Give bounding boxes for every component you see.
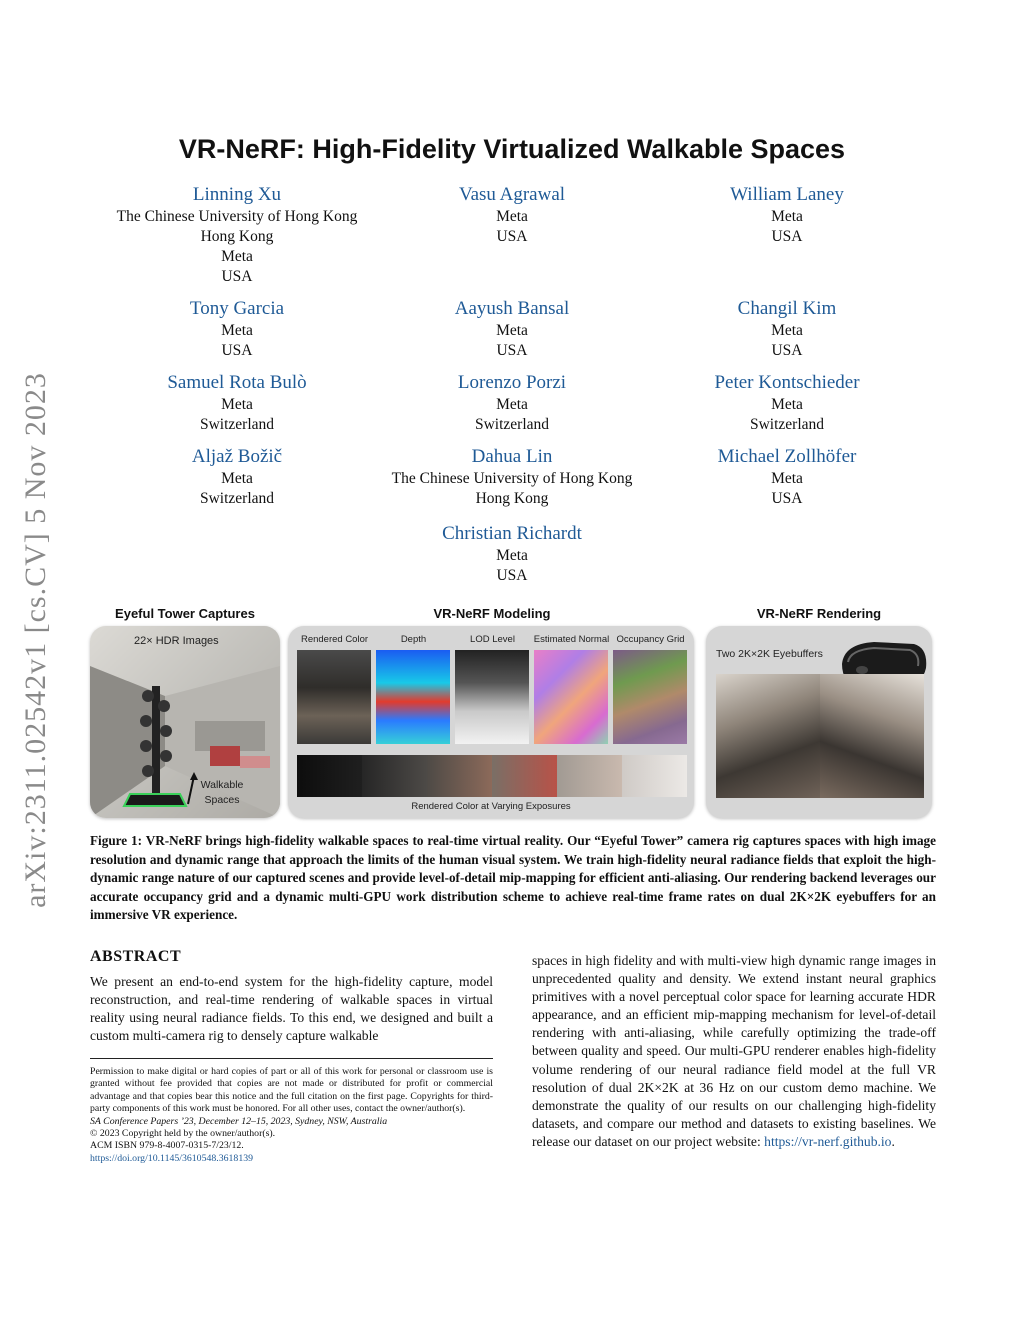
author-affiliation: Meta <box>496 208 528 225</box>
label-lod-level: LOD Level <box>470 634 515 645</box>
author-block <box>627 371 947 435</box>
author-name[interactable]: Lorenzo Porzi <box>457 372 567 393</box>
copyright-line: © 2023 Copyright held by the owner/author(s). <box>90 1128 276 1140</box>
author-affiliation: Hong Kong <box>475 490 549 507</box>
author-affiliation: Meta <box>496 322 528 339</box>
abstract-text-col2-body: spaces in high fidelity and with multi-view high dynamic range images in unprecedented quality and density. We extend instant neural graphics primitives with a novel perceptual color space for learning accurate HDR appearance, and an efficient mip-mapping mechanism for level-of-detail rendering with anti-aliasing, while carefully optimizing the trade-off between quality and speed. Our multi-GPU renderer enables high-fidelity volume rendering of our neural radiance field model at the full VR resolution of dual 2K×2K at 36 Hz on our custom demo machine. We demonstrate the quality of our results on our challenging high-fidelity datasets, and compare our method and datasets to existing baselines. We release our dataset on our project website: <box>532 953 936 1149</box>
eyebuffers-label: Two 2K×2K Eyebuffers <box>716 648 823 660</box>
exposure-strip <box>297 755 687 797</box>
author-affiliation: Meta <box>221 470 253 487</box>
author-affiliation: Meta <box>771 396 803 413</box>
panel-title-modeling: VR-NeRF Modeling <box>433 606 551 621</box>
author-name[interactable]: Peter Kontschieder <box>714 372 860 393</box>
author-affiliation: Meta <box>496 396 528 413</box>
spaces-label: Spaces <box>204 794 240 806</box>
exposure-tile <box>297 755 362 797</box>
exposure-tile <box>492 755 557 797</box>
author-affiliation: Meta <box>771 208 803 225</box>
exposure-tile <box>362 755 427 797</box>
author-name[interactable]: Tony Garcia <box>189 298 285 319</box>
author-affiliation: Hong Kong <box>200 228 274 245</box>
exposure-tile <box>557 755 622 797</box>
venue-line: SA Conference Papers ’23, December 12–15, 2023, Sydney, NSW, Australia <box>90 1115 388 1127</box>
author-affiliation: Meta <box>771 470 803 487</box>
label-estimated-normal: Estimated Normal <box>533 634 610 645</box>
label-occupancy-grid: Occupancy Grid <box>616 634 685 645</box>
author-name[interactable]: Michael Zollhöfer <box>717 446 857 467</box>
author-affiliation: USA <box>771 490 803 507</box>
author-affiliation: Meta <box>771 322 803 339</box>
author-name[interactable]: Changil Kim <box>737 298 837 319</box>
exposure-label: Rendered Color at Varying Exposures <box>411 801 571 812</box>
walkable-label: Walkable <box>200 779 244 791</box>
figure-caption: Figure 1: VR-NeRF brings high-fidelity walkable spaces to real-time virtual reality. Our “Eyeful Tower” camera rig captures spaces with high image resolution and dynamic range that approach the limits of the human visual system. We train high-fidelity neural radiance fields that exploit the high-dynamic range nature of our captured scenes and provide level-of-detail mip-mapping for efficient anti-aliasing. Our rendering backend leverages our accurate occupancy grid and a dynamic multi-GPU work distribution scheme to achieve real-time frame rates on dual 2K×2K eyebuffers for an immersive VR experience. <box>90 833 936 923</box>
exposure-tile <box>622 755 687 797</box>
author-name[interactable]: Christian Richardt <box>442 523 582 544</box>
author-name[interactable]: Aljaž Božič <box>191 446 283 467</box>
author-affiliation: Meta <box>221 396 253 413</box>
author-affiliation: Switzerland <box>474 416 550 433</box>
author-name[interactable]: Aayush Bansal <box>454 298 570 319</box>
footnote-rule <box>90 1058 493 1059</box>
author-name[interactable]: Linning Xu <box>192 184 282 205</box>
author-affiliation: USA <box>771 228 803 245</box>
author-affiliation: USA <box>221 268 253 285</box>
project-website-link[interactable]: https://vr-nerf.github.io <box>764 1133 892 1149</box>
footnote <box>90 1066 493 1165</box>
modeling-panel <box>288 626 694 818</box>
author-block <box>77 183 397 287</box>
author-block <box>77 371 397 435</box>
permission-notice: Permission to make digital or hard copies of part or all of this work for personal or classroom use is granted without fee provided that copies are not made or distributed for profit or commercial advantage and that copies bear this notice and the full citation on the first page. Copyrights for third-party components of this work must be honored. For all other uses, contact the owner/author(s). <box>90 1066 493 1115</box>
abstract-heading: ABSTRACT <box>90 948 182 965</box>
author-block <box>77 297 397 361</box>
author-affiliation: Switzerland <box>749 416 825 433</box>
author-affiliation: Meta <box>496 547 528 564</box>
label-rendered-color: Rendered Color <box>300 634 369 645</box>
right-eyebuffer-image <box>820 674 924 798</box>
author-block <box>352 371 672 435</box>
rendered-color-tile <box>297 650 371 744</box>
isbn-line: ACM ISBN 979-8-4007-0315-7/23/12. <box>90 1140 244 1152</box>
panel-title-captures: Eyeful Tower Captures <box>115 606 255 621</box>
author-block <box>352 297 672 361</box>
author-block <box>77 445 397 509</box>
author-block <box>627 297 947 361</box>
author-affiliation: USA <box>221 342 253 359</box>
author-affiliation: USA <box>771 342 803 359</box>
lod-level-tile <box>455 650 529 744</box>
author-affiliation: The Chinese University of Hong Kong <box>391 470 633 487</box>
author-block <box>627 183 947 247</box>
arxiv-side-stamp: arXiv:2311.02542v1 [cs.CV] 5 Nov 2023 <box>19 372 52 908</box>
abstract-text-col2 <box>532 952 936 1151</box>
author-affiliation: USA <box>496 342 528 359</box>
label-depth: Depth <box>400 634 427 645</box>
rendering-panel <box>706 626 932 818</box>
exposure-tile <box>427 755 492 797</box>
abstract-text-col1: We present an end-to-end system for the high-fidelity capture, model reconstruction, and real-time rendering of walkable spaces in virtual reality using neural radiance fields. To this end, we designed and built a custom multi-camera rig to densely capture walkable <box>90 974 493 1044</box>
occupancy-grid-tile <box>613 650 687 744</box>
author-name[interactable]: Dahua Lin <box>471 446 553 467</box>
author-affiliation: Switzerland <box>199 416 275 433</box>
author-affiliation: USA <box>496 567 528 584</box>
author-affiliation: The Chinese University of Hong Kong <box>116 208 358 225</box>
author-affiliation: Switzerland <box>199 490 275 507</box>
author-affiliation: Meta <box>221 248 253 265</box>
author-affiliation: Meta <box>221 322 253 339</box>
author-block <box>352 522 672 586</box>
abstract-text-col2-end: . <box>891 1133 895 1149</box>
author-name[interactable]: Samuel Rota Bulò <box>167 372 307 393</box>
depth-tile <box>376 650 450 744</box>
author-block <box>352 445 672 509</box>
hdr-images-label: 22× HDR Images <box>134 635 219 647</box>
author-name[interactable]: Vasu Agrawal <box>458 184 566 205</box>
panel-title-rendering: VR-NeRF Rendering <box>756 606 882 621</box>
paper-title: VR-NeRF: High-Fidelity Virtualized Walkable Spaces <box>178 134 846 164</box>
eyeful-tower-image <box>90 626 280 818</box>
author-name[interactable]: William Laney <box>730 184 844 205</box>
author-affiliation: USA <box>496 228 528 245</box>
author-block <box>627 445 947 509</box>
estimated-normal-tile <box>534 650 608 744</box>
doi-link[interactable]: https://doi.org/10.1145/3610548.3618139 <box>90 1152 254 1164</box>
author-block <box>352 183 672 247</box>
left-eyebuffer-image <box>716 674 820 798</box>
